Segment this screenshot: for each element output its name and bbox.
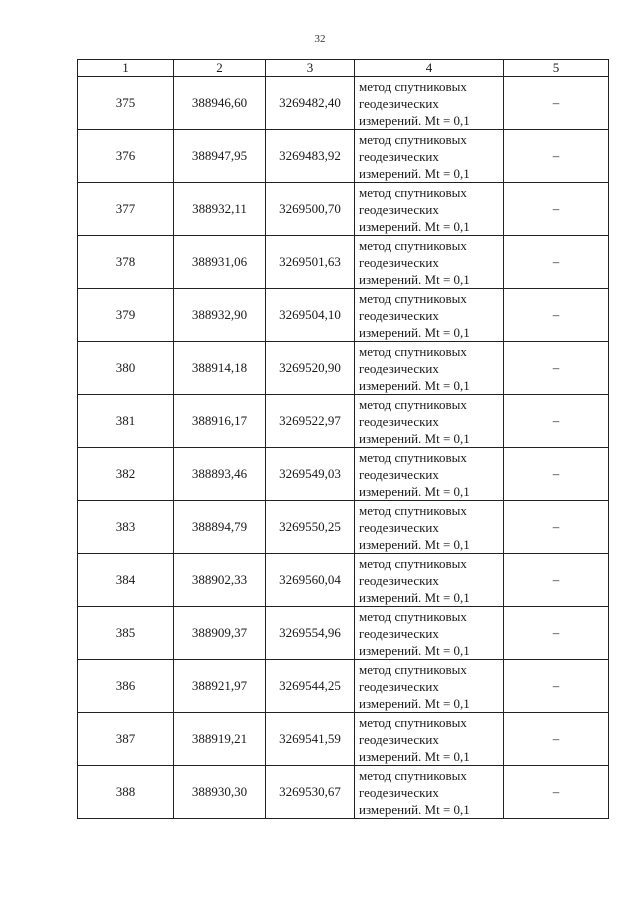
point-number-cell: 383 <box>78 501 174 554</box>
method-line: геодезических <box>359 784 439 800</box>
method-line: измерений. Mt = 0,1 <box>359 165 470 181</box>
method-line: измерений. Mt = 0,1 <box>359 271 470 287</box>
method-cell <box>355 342 504 395</box>
method-cell <box>355 448 504 501</box>
coordinates-table <box>77 59 609 819</box>
note-cell: – <box>504 660 609 713</box>
method-line: измерений. Mt = 0,1 <box>359 801 470 817</box>
table-row <box>78 395 609 448</box>
point-number-cell: 388 <box>78 766 174 819</box>
note-cell: – <box>504 713 609 766</box>
point-number-cell: 377 <box>78 183 174 236</box>
method-line: геодезических <box>359 148 439 164</box>
x-coordinate-cell: 388919,21 <box>174 713 266 766</box>
method-line: метод спутниковых <box>359 661 467 677</box>
method-line: метод спутниковых <box>359 555 467 571</box>
table-row <box>78 236 609 289</box>
method-line: геодезических <box>359 466 439 482</box>
y-coordinate-cell: 3269522,97 <box>266 395 355 448</box>
y-coordinate-cell: 3269482,40 <box>266 77 355 130</box>
method-line: метод спутниковых <box>359 714 467 730</box>
method-line: измерений. Mt = 0,1 <box>359 642 470 658</box>
table-body <box>78 77 609 819</box>
method-line: геодезических <box>359 307 439 323</box>
method-line: измерений. Mt = 0,1 <box>359 218 470 234</box>
table-row <box>78 77 609 130</box>
note-cell: – <box>504 554 609 607</box>
page-number: 32 <box>314 33 326 45</box>
table-row <box>78 183 609 236</box>
y-coordinate-cell: 3269544,25 <box>266 660 355 713</box>
y-coordinate-cell: 3269501,63 <box>266 236 355 289</box>
x-coordinate-cell: 388946,60 <box>174 77 266 130</box>
method-line: метод спутниковых <box>359 608 467 624</box>
method-line: геодезических <box>359 95 439 111</box>
method-cell <box>355 289 504 342</box>
method-line: метод спутниковых <box>359 396 467 412</box>
point-number-cell: 387 <box>78 713 174 766</box>
table-row <box>78 713 609 766</box>
point-number-cell: 386 <box>78 660 174 713</box>
note-cell: – <box>504 183 609 236</box>
point-number-cell: 382 <box>78 448 174 501</box>
method-line: измерений. Mt = 0,1 <box>359 536 470 552</box>
method-line: метод спутниковых <box>359 290 467 306</box>
method-line: метод спутниковых <box>359 343 467 359</box>
table-row <box>78 448 609 501</box>
method-line: метод спутниковых <box>359 184 467 200</box>
method-line: геодезических <box>359 572 439 588</box>
method-line: метод спутниковых <box>359 237 467 253</box>
table-row <box>78 342 609 395</box>
column-header-5: 5 <box>504 60 609 77</box>
y-coordinate-cell: 3269483,92 <box>266 130 355 183</box>
point-number-cell: 378 <box>78 236 174 289</box>
x-coordinate-cell: 388921,97 <box>174 660 266 713</box>
method-cell <box>355 660 504 713</box>
note-cell: – <box>504 236 609 289</box>
note-cell: – <box>504 448 609 501</box>
column-header-1: 1 <box>78 60 174 77</box>
table-row <box>78 766 609 819</box>
y-coordinate-cell: 3269504,10 <box>266 289 355 342</box>
x-coordinate-cell: 388909,37 <box>174 607 266 660</box>
point-number-cell: 381 <box>78 395 174 448</box>
column-header-4: 4 <box>355 60 504 77</box>
note-cell: – <box>504 342 609 395</box>
table-row <box>78 289 609 342</box>
method-line: геодезических <box>359 625 439 641</box>
header-row <box>78 60 609 77</box>
method-line: геодезических <box>359 254 439 270</box>
method-cell <box>355 607 504 660</box>
method-line: измерений. Mt = 0,1 <box>359 112 470 128</box>
note-cell: – <box>504 395 609 448</box>
x-coordinate-cell: 388914,18 <box>174 342 266 395</box>
method-cell <box>355 766 504 819</box>
method-line: метод спутниковых <box>359 502 467 518</box>
method-line: метод спутниковых <box>359 131 467 147</box>
table-row <box>78 660 609 713</box>
table-row <box>78 554 609 607</box>
x-coordinate-cell: 388931,06 <box>174 236 266 289</box>
note-cell: – <box>504 501 609 554</box>
method-line: геодезических <box>359 413 439 429</box>
note-cell: – <box>504 766 609 819</box>
x-coordinate-cell: 388932,11 <box>174 183 266 236</box>
method-line: измерений. Mt = 0,1 <box>359 377 470 393</box>
x-coordinate-cell: 388932,90 <box>174 289 266 342</box>
method-cell <box>355 713 504 766</box>
note-cell: – <box>504 607 609 660</box>
table-row <box>78 130 609 183</box>
y-coordinate-cell: 3269500,70 <box>266 183 355 236</box>
method-cell <box>355 236 504 289</box>
y-coordinate-cell: 3269554,96 <box>266 607 355 660</box>
method-line: метод спутниковых <box>359 78 467 94</box>
method-cell <box>355 501 504 554</box>
x-coordinate-cell: 388947,95 <box>174 130 266 183</box>
note-cell: – <box>504 130 609 183</box>
note-cell: – <box>504 289 609 342</box>
point-number-cell: 384 <box>78 554 174 607</box>
method-line: геодезических <box>359 731 439 747</box>
method-cell <box>355 183 504 236</box>
y-coordinate-cell: 3269530,67 <box>266 766 355 819</box>
y-coordinate-cell: 3269560,04 <box>266 554 355 607</box>
note-cell: – <box>504 77 609 130</box>
x-coordinate-cell: 388930,30 <box>174 766 266 819</box>
point-number-cell: 380 <box>78 342 174 395</box>
x-coordinate-cell: 388894,79 <box>174 501 266 554</box>
method-line: измерений. Mt = 0,1 <box>359 324 470 340</box>
method-line: измерений. Mt = 0,1 <box>359 430 470 446</box>
point-number-cell: 385 <box>78 607 174 660</box>
point-number-cell: 375 <box>78 77 174 130</box>
method-line: измерений. Mt = 0,1 <box>359 695 470 711</box>
x-coordinate-cell: 388916,17 <box>174 395 266 448</box>
point-number-cell: 379 <box>78 289 174 342</box>
method-line: геодезических <box>359 360 439 376</box>
method-line: метод спутниковых <box>359 449 467 465</box>
table-row <box>78 607 609 660</box>
method-cell <box>355 77 504 130</box>
y-coordinate-cell: 3269549,03 <box>266 448 355 501</box>
table-row <box>78 501 609 554</box>
column-header-2: 2 <box>174 60 266 77</box>
method-line: измерений. Mt = 0,1 <box>359 483 470 499</box>
point-number-cell: 376 <box>78 130 174 183</box>
method-line: измерений. Mt = 0,1 <box>359 748 470 764</box>
method-line: геодезических <box>359 519 439 535</box>
y-coordinate-cell: 3269541,59 <box>266 713 355 766</box>
method-line: метод спутниковых <box>359 767 467 783</box>
method-cell <box>355 130 504 183</box>
method-cell <box>355 554 504 607</box>
column-header-3: 3 <box>266 60 355 77</box>
method-line: геодезических <box>359 201 439 217</box>
method-cell <box>355 395 504 448</box>
x-coordinate-cell: 388893,46 <box>174 448 266 501</box>
method-line: геодезических <box>359 678 439 694</box>
method-line: измерений. Mt = 0,1 <box>359 589 470 605</box>
y-coordinate-cell: 3269550,25 <box>266 501 355 554</box>
y-coordinate-cell: 3269520,90 <box>266 342 355 395</box>
x-coordinate-cell: 388902,33 <box>174 554 266 607</box>
